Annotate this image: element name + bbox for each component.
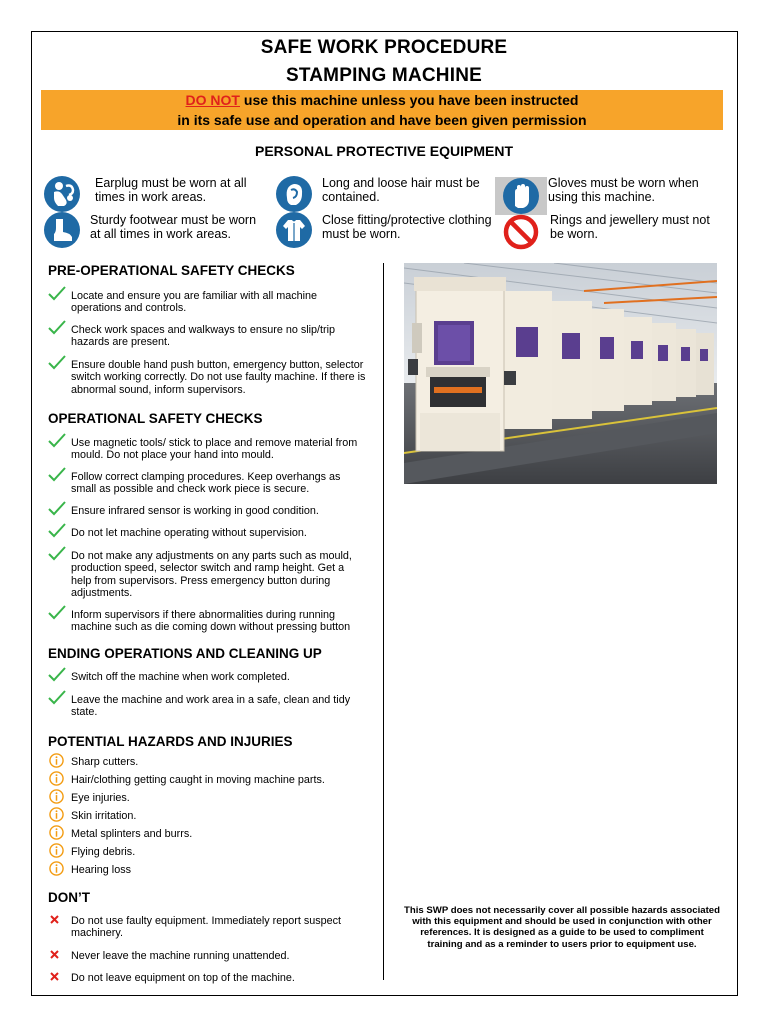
page-title: SAFE WORK PROCEDURE bbox=[260, 37, 508, 58]
hazards-heading: POTENTIAL HAZARDS AND INJURIES bbox=[48, 734, 293, 749]
check-icon bbox=[48, 433, 66, 449]
ppe-text-clothing: Close fitting/protective clothing must be worn. bbox=[322, 213, 492, 241]
info-icon bbox=[49, 825, 64, 840]
check-icon bbox=[48, 501, 66, 517]
ppe-heading: PERSONAL PROTECTIVE EQUIPMENT bbox=[255, 143, 513, 159]
ppe-text-earplug: Earplug must be worn at all times in work areas. bbox=[95, 176, 247, 204]
info-icon bbox=[49, 771, 64, 786]
gloves-icon bbox=[503, 178, 539, 214]
list-item: Eye injuries. bbox=[48, 791, 368, 807]
info-icon bbox=[49, 807, 64, 822]
ppe-text-jewellery: Rings and jewellery must not be worn. bbox=[550, 213, 710, 241]
check-icon bbox=[48, 286, 66, 302]
info-icon bbox=[49, 861, 64, 876]
info-icon bbox=[49, 789, 64, 804]
banner-line1: use this machine unless you have been instructed bbox=[240, 92, 579, 108]
list-item: Hearing loss bbox=[48, 863, 368, 879]
ending-heading: ENDING OPERATIONS AND CLEANING UP bbox=[48, 646, 322, 661]
list-item: Flying debris. bbox=[48, 845, 368, 861]
protective-clothing-icon bbox=[276, 212, 312, 248]
stamping-machines-photo bbox=[404, 263, 717, 484]
list-item: Sharp cutters. bbox=[48, 755, 368, 771]
check-icon bbox=[48, 320, 66, 336]
check-icon bbox=[48, 667, 66, 683]
check-icon bbox=[48, 690, 66, 706]
ppe-text-hair: Long and loose hair must be contained. bbox=[322, 176, 480, 204]
do-not-label: DO NOT bbox=[185, 92, 240, 108]
no-jewellery-icon bbox=[503, 214, 539, 250]
column-divider bbox=[383, 263, 384, 980]
ppe-text-gloves: Gloves must be worn when using this machine. bbox=[548, 176, 699, 204]
check-icon bbox=[48, 355, 66, 371]
check-icon bbox=[48, 605, 66, 621]
operational-heading: OPERATIONAL SAFETY CHECKS bbox=[48, 411, 263, 426]
list-item: Skin irritation. bbox=[48, 809, 368, 825]
earplug-icon bbox=[44, 176, 80, 212]
list-item: Hair/clothing getting caught in moving machine parts. bbox=[48, 773, 368, 789]
list-item: Metal splinters and burrs. bbox=[48, 827, 368, 843]
cross-icon bbox=[48, 912, 66, 928]
warning-banner bbox=[41, 90, 723, 130]
ppe-text-footwear: Sturdy footwear must be worn at all times in work areas. bbox=[90, 213, 257, 241]
cross-icon bbox=[48, 969, 66, 985]
disclaimer-text: This SWP does not necessarily cover all possible hazards associated with this equipment and should be used in conjunction with other references. It is designed as a guide to be used to compliment training and as a reminder to users prior to equipment use. bbox=[403, 905, 720, 950]
pre-operational-heading: PRE-OPERATIONAL SAFETY CHECKS bbox=[48, 263, 295, 278]
cross-icon bbox=[48, 947, 66, 963]
check-icon bbox=[48, 523, 66, 539]
safety-boots-icon bbox=[44, 212, 80, 248]
banner-line2: in its safe use and operation and have been given permission bbox=[177, 112, 587, 128]
dont-heading: DON’T bbox=[48, 890, 90, 905]
check-icon bbox=[48, 467, 66, 483]
check-icon bbox=[48, 546, 66, 562]
page-subtitle: STAMPING MACHINE bbox=[285, 65, 482, 86]
gloves-icon-box bbox=[495, 177, 547, 215]
info-icon bbox=[49, 843, 64, 858]
hair-containment-icon bbox=[276, 176, 312, 212]
info-icon bbox=[49, 753, 64, 768]
